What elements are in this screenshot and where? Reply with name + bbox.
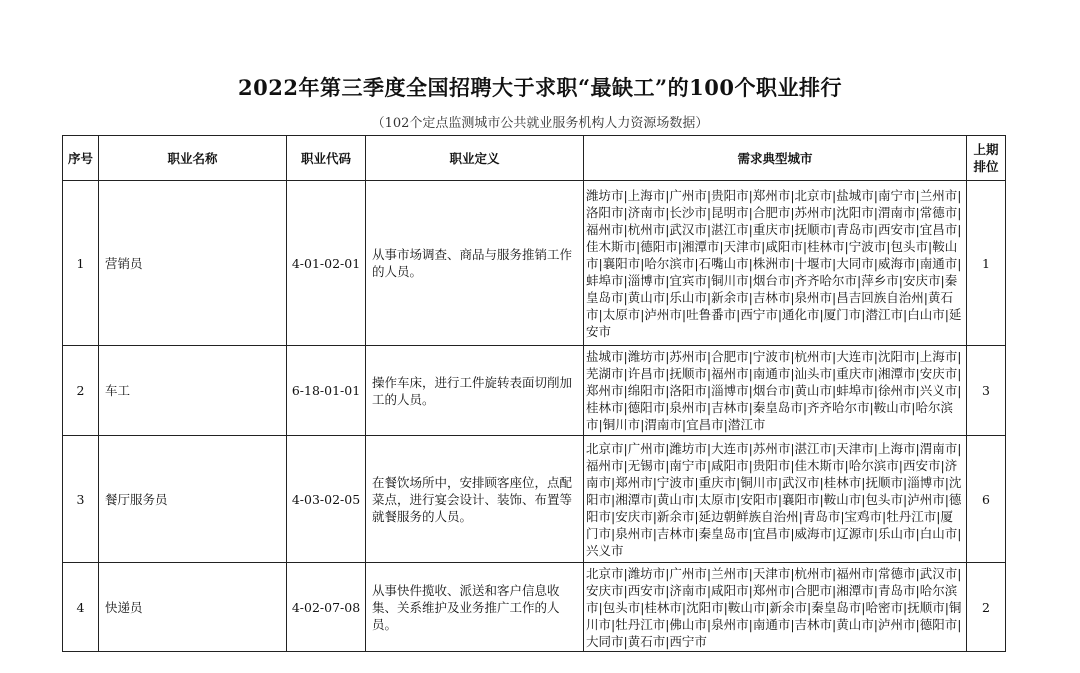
header-seq: 序号 [63, 136, 99, 181]
row-cities: 盐城市|潍坊市|苏州市|合肥市|宁波市|杭州市|大连市|沈阳市|上海市|芜湖市|许昌市|抚顺市|福州市|南通市|汕头市|重庆市|湘潭市|安庆市|郑州市|绵阳市|洛阳市|淄博市|烟台市|黄山市|蚌埠市|徐州市|兴义市|桂林市|德阳市|泉州市|吉林市|秦皇岛市|齐齐哈尔市|鞍山市|哈尔滨市|铜川市|渭南市|宜昌市|潜江市 [584, 346, 967, 436]
row-prev-rank: 6 [967, 436, 1006, 563]
row-cities: 北京市|潍坊市|广州市|兰州市|天津市|杭州市|福州市|常德市|武汉市|安庆市|西安市|济南市|咸阳市|郑州市|合肥市|湘潭市|青岛市|哈尔滨市|包头市|桂林市|沈阳市|鞍山市|新余市|秦皇岛市|哈密市|抚顺市|铜川市|牡丹江市|佛山市|泉州市|南通市|吉林市|黄山市|泸州市|德阳市|大同市|黄石市|西宁市 [584, 563, 967, 652]
table-row [63, 563, 1006, 652]
row-definition: 从事快件揽收、派送和客户信息收集、关系维护及业务推广工作的人员。 [366, 563, 584, 652]
row-code: 4-02-07-08 [287, 563, 366, 652]
row-code: 4-01-02-01 [287, 181, 366, 346]
row-prev-rank: 2 [967, 563, 1006, 652]
page-title: 2022年第三季度全国招聘大于求职“最缺工”的100个职业排行 [238, 75, 842, 100]
row-name: 餐厅服务员 [99, 436, 287, 563]
row-definition: 在餐饮场所中，安排顾客座位，点配菜点，进行宴会设计、装饰、布置等就餐服务的人员。 [366, 436, 584, 563]
header-cities: 需求典型城市 [584, 136, 967, 181]
table-row [63, 346, 1006, 436]
header-prev-rank: 上期排位 [967, 136, 1006, 181]
table-row [63, 436, 1006, 563]
row-seq: 1 [63, 181, 99, 346]
row-code: 4-03-02-05 [287, 436, 366, 563]
row-cities: 北京市|广州市|潍坊市|大连市|苏州市|湛江市|天津市|上海市|渭南市|福州市|无锡市|南宁市|咸阳市|贵阳市|佳木斯市|哈尔滨市|西安市|济南市|郑州市|宁波市|重庆市|铜川市|武汉市|桂林市|抚顺市|淄博市|沈阳市|湘潭市|黄山市|太原市|安阳市|襄阳市|鞍山市|包头市|泸州市|德阳市|安庆市|新余市|延边朝鲜族自治州|青岛市|宝鸡市|牡丹江市|厦门市|泉州市|吉林市|秦皇岛市|宜昌市|威海市|辽源市|乐山市|白山市|兴义市 [584, 436, 967, 563]
row-name: 车工 [99, 346, 287, 436]
row-code: 6-18-01-01 [287, 346, 366, 436]
row-seq: 3 [63, 436, 99, 563]
table-row [63, 181, 1006, 346]
page-subtitle: （102个定点监测城市公共就业服务机构人力资源场数据） [371, 116, 709, 131]
row-prev-rank: 3 [967, 346, 1006, 436]
row-seq: 4 [63, 563, 99, 652]
header-name: 职业名称 [99, 136, 287, 181]
occupation-ranking-table [62, 135, 1006, 652]
row-name: 快递员 [99, 563, 287, 652]
row-definition: 从事市场调查、商品与服务推销工作的人员。 [366, 181, 584, 346]
row-seq: 2 [63, 346, 99, 436]
header-definition: 职业定义 [366, 136, 584, 181]
header-code: 职业代码 [287, 136, 366, 181]
row-name: 营销员 [99, 181, 287, 346]
table-header-row [63, 136, 1006, 181]
row-prev-rank: 1 [967, 181, 1006, 346]
row-cities: 潍坊市|上海市|广州市|贵阳市|郑州市|北京市|盐城市|南宁市|兰州市|洛阳市|济南市|长沙市|昆明市|合肥市|苏州市|沈阳市|渭南市|常德市|福州市|杭州市|武汉市|湛江市|重庆市|抚顺市|青岛市|西安市|宜昌市|佳木斯市|德阳市|湘潭市|天津市|咸阳市|桂林市|宁波市|包头市|鞍山市|襄阳市|哈尔滨市|石嘴山市|株洲市|十堰市|大同市|威海市|南通市|蚌埠市|淄博市|宜宾市|铜川市|烟台市|齐齐哈尔市|萍乡市|安庆市|秦皇岛市|黄山市|乐山市|新余市|吉林市|泉州市|昌吉回族自治州|黄石市|太原市|泸州市|吐鲁番市|西宁市|通化市|厦门市|潜江市|白山市|延安市 [584, 181, 967, 346]
row-definition: 操作车床，进行工件旋转表面切削加工的人员。 [366, 346, 584, 436]
